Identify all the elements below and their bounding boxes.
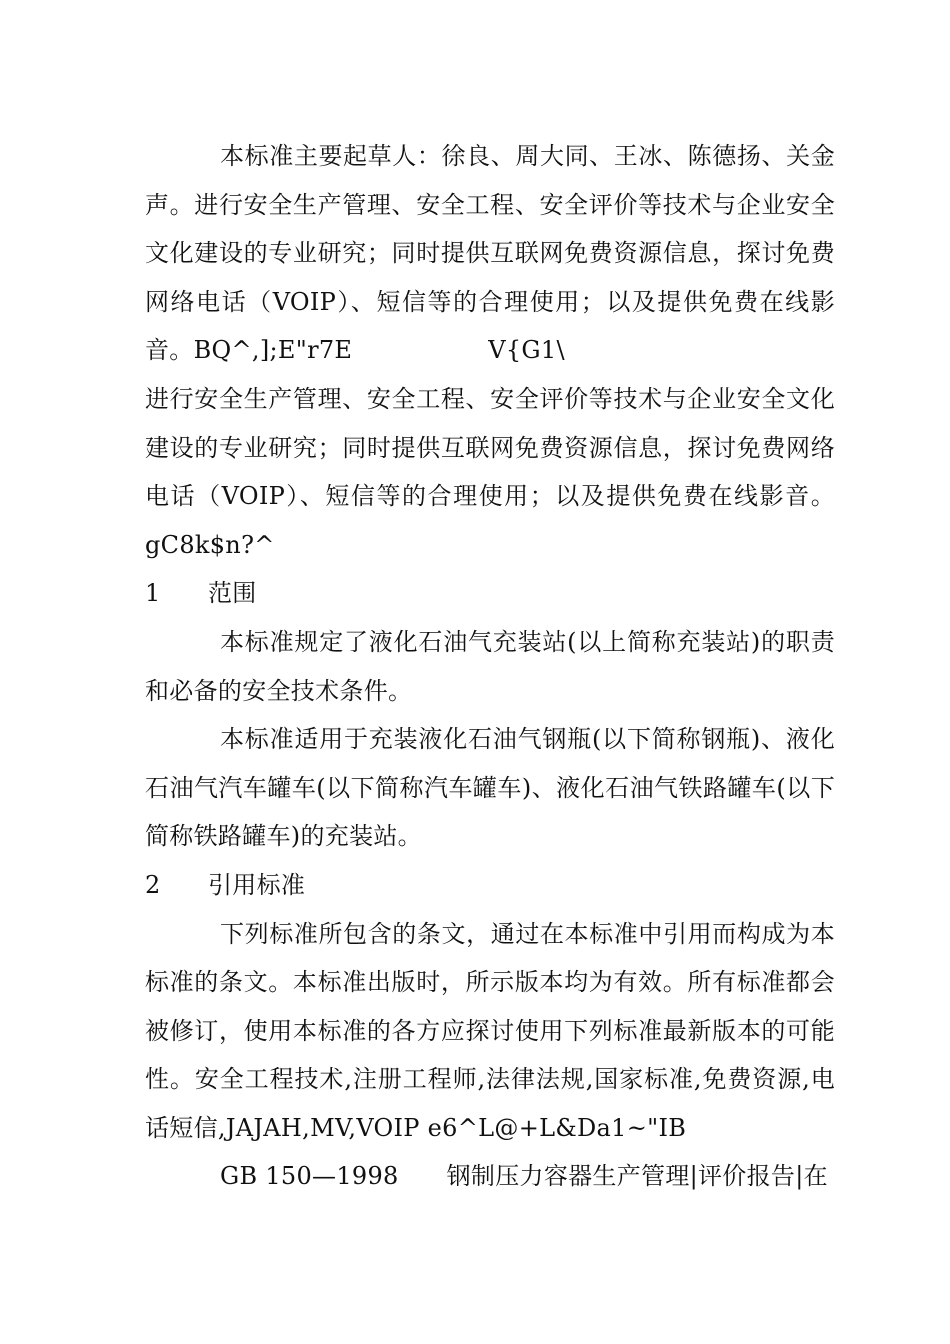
paragraph-drafters-text: 本标准主要起草人：徐良、周大同、王冰、陈德扬、关金声。进行安全生产管理、安全工程、安全评价等技术与企业安全文化建设的专业研究；同时提供互联网免费资源信息，探讨免费网络电话（VOIP）、短信等的合理使用；以及提供免费在线影音。 [145,142,835,365]
paragraph-drafters [145,132,835,375]
section-heading-scope [145,569,835,618]
garbled-code-a: BQ^,];E"r7E [193,336,353,365]
section-title: 引用标准 [208,870,306,899]
section-title: 范围 [208,579,257,608]
garbled-code-b: V{G1\ [488,336,565,365]
standard-code: GB 150—1998 [220,1162,399,1191]
paragraph-repeat: 进行安全生产管理、安全工程、安全评价等技术与企业安全文化建设的专业研究；同时提供互联网免费资源信息，探讨免费网络电话（VOIP）、短信等的合理使用；以及提供免费在线影音。gC8k$n?^ [145,384,835,559]
standard-title: 钢制压力容器生产管理|评价报告|在 [446,1162,828,1191]
paragraph-scope-1: 本标准规定了液化石油气充装站(以上简称充装站)的职责和必备的安全技术条件。 [145,627,835,705]
paragraph-scope-2: 本标准适用于充装液化石油气钢瓶(以下简称钢瓶)、液化石油气汽车罐车(以下简称汽车罐车)、液化石油气铁路罐车(以下简称铁路罐车)的充装站。 [145,725,835,851]
section-number: 1 [145,579,161,608]
paragraph-standard-entry [145,1152,835,1201]
section-heading-references [145,861,835,910]
paragraph-references: 下列标准所包含的条文，通过在本标准中引用而构成为本标准的条文。本标准出版时，所示版本均为有效。所有标准都会被修订，使用本标准的各方应探讨使用下列标准最新版本的可能性。安全工程技术,注册工程师,法律法规,国家标准,免费资源,电话短信,JAJAH,MV,VOIP e6^L@+L&Da1~"IB [145,919,835,1142]
document-body [145,132,835,1201]
section-number: 2 [145,870,161,899]
